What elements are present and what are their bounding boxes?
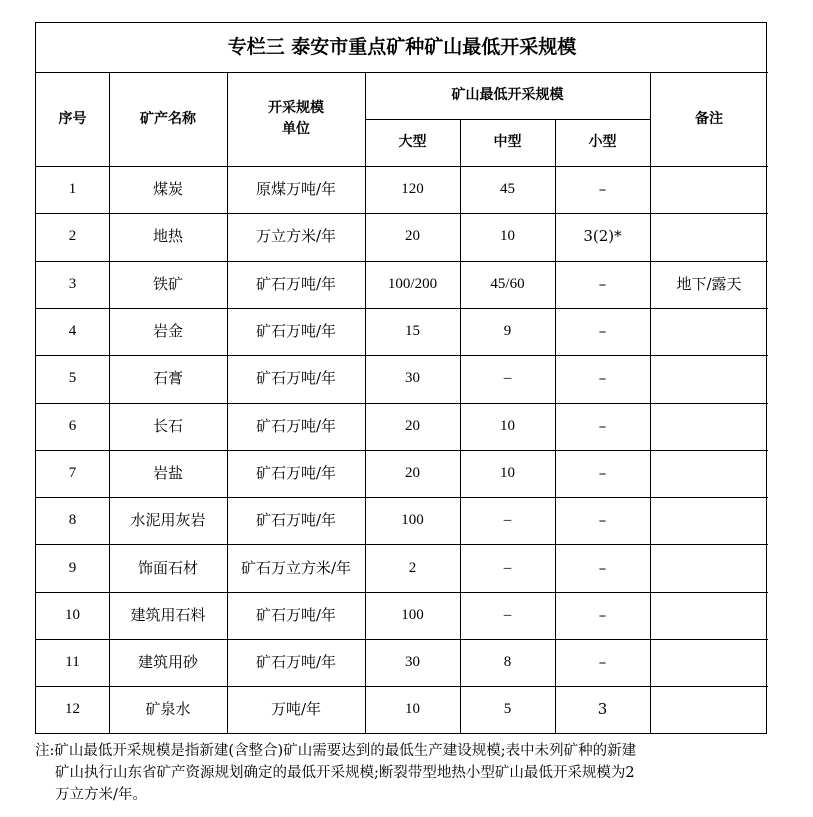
table-cell-remark: 地下/露天: [676, 274, 742, 293]
table-cell-small: –: [598, 511, 607, 530]
table-cell-medium: –: [503, 512, 512, 529]
column-divider: [365, 72, 366, 734]
table-cell-medium: 45/60: [490, 275, 525, 292]
table-cell-medium: 5: [503, 701, 512, 718]
table-cell-unit: 原煤万吨/年: [255, 180, 337, 199]
table-cell-no: 7: [68, 464, 77, 481]
note-line-1: 注:矿山最低开采规模是指新建(含整合)矿山需要达到的最低生产建设规模;表中未列矿种的新建: [35, 743, 637, 759]
note-line-2: 矿山执行山东省矿产资源规划确定的最低开采规模;断裂带型地热小型矿山最低开采规模为2: [55, 765, 635, 781]
table-cell-name: 地热: [152, 227, 183, 246]
header-remark: 备注: [695, 110, 723, 127]
table-cell-name: 岩金: [152, 322, 183, 341]
table-cell-medium: 10: [500, 228, 515, 245]
table-cell-small: –: [598, 274, 607, 293]
table-cell-small: –: [598, 463, 607, 482]
table-cell-unit: 万吨/年: [270, 700, 322, 719]
table-cell-large: 20: [405, 464, 420, 481]
table-cell-name: 水泥用灰岩: [130, 511, 206, 530]
table-cell-remark: [650, 497, 768, 544]
table-cell-unit: 矿石万吨/年: [255, 274, 337, 293]
table-cell-small: –: [598, 322, 607, 341]
table-cell-name: 矿泉水: [145, 700, 191, 719]
table-cell-large: 100: [401, 606, 424, 623]
table-cell-remark: [650, 544, 768, 591]
table-cell-name: 石膏: [152, 369, 183, 388]
column-divider: [109, 72, 110, 734]
table-cell-no: 3: [68, 275, 77, 292]
table-cell-large: 100: [401, 512, 424, 529]
table-cell-unit: 矿石万吨/年: [255, 605, 337, 624]
table-cell-unit: 矿石万吨/年: [255, 653, 337, 672]
column-divider: [460, 119, 461, 734]
table-note: [35, 740, 785, 806]
table-cell-no: 1: [68, 181, 77, 198]
table-cell-medium: 10: [500, 464, 515, 481]
table-cell-remark: [650, 450, 768, 497]
table-cell-unit: 矿石万立方米/年: [240, 558, 352, 577]
table-cell-name: 饰面石材: [137, 558, 198, 577]
table-cell-remark: [650, 639, 768, 686]
table-cell-large: 10: [405, 701, 420, 718]
table-cell-medium: –: [503, 370, 512, 387]
table-cell-unit: 矿石万吨/年: [255, 463, 337, 482]
column-divider: [555, 119, 556, 734]
table-cell-no: 4: [68, 323, 77, 340]
table-cell-medium: 8: [503, 654, 512, 671]
table-cell-no: 6: [68, 417, 77, 434]
table-cell-medium: –: [503, 606, 512, 623]
table-cell-remark: [650, 592, 768, 639]
header-mineral: 矿产名称: [140, 110, 196, 127]
column-divider: [227, 72, 228, 734]
header-seq: 序号: [58, 110, 87, 127]
table-cell-unit: 矿石万吨/年: [255, 416, 337, 435]
column-divider: [650, 72, 651, 734]
row-divider: [365, 119, 650, 120]
table-cell-unit: 矿石万吨/年: [255, 369, 337, 388]
table-cell-name: 岩盐: [152, 463, 183, 482]
table-cell-remark: [650, 686, 768, 733]
table-cell-large: 30: [405, 654, 420, 671]
table-cell-small: –: [598, 653, 607, 672]
table-cell-no: 5: [68, 370, 77, 387]
header-small: 小型: [588, 134, 617, 150]
table-title: 专栏三 泰安市重点矿种矿山最低开采规模: [227, 36, 577, 58]
table-cell-large: 100/200: [387, 275, 438, 292]
table-cell-no: 11: [65, 654, 80, 671]
table-cell-no: 12: [65, 701, 80, 718]
table-cell-remark: [650, 166, 768, 213]
table-cell-medium: 10: [500, 417, 515, 434]
table-cell-unit: 矿石万吨/年: [255, 322, 337, 341]
table-cell-small: –: [598, 416, 607, 435]
table-cell-name: 铁矿: [152, 274, 183, 293]
mine-scale-table: [35, 22, 767, 734]
header-min-scale: 矿山最低开采规模: [451, 87, 564, 103]
table-cell-medium: 9: [503, 323, 512, 340]
table-cell-large: 20: [405, 417, 420, 434]
table-cell-no: 2: [68, 228, 77, 245]
table-cell-large: 30: [405, 370, 420, 387]
table-cell-small: 3(2)*: [583, 227, 622, 246]
table-cell-name: 煤炭: [152, 180, 183, 199]
table-cell-small: 3: [597, 700, 608, 719]
table-cell-name: 建筑用砂: [137, 653, 198, 672]
table-cell-remark: [650, 355, 768, 402]
table-cell-name: 建筑用石料: [130, 605, 206, 624]
table-cell-large: 120: [401, 181, 424, 198]
table-cell-no: 10: [65, 606, 80, 623]
table-cell-remark: [650, 308, 768, 355]
table-cell-no: 8: [68, 512, 77, 529]
header-large: 大型: [398, 134, 427, 150]
table-cell-small: –: [598, 369, 607, 388]
table-cell-large: 15: [405, 323, 420, 340]
table-cell-unit: 矿石万吨/年: [255, 511, 337, 530]
header-unit: 开采规模 单位: [268, 100, 324, 137]
table-cell-small: –: [598, 558, 607, 577]
table-cell-remark: [650, 213, 768, 260]
note-line-3: 万立方米/年。: [55, 787, 147, 803]
table-cell-medium: 45: [500, 181, 515, 198]
table-cell-small: –: [598, 605, 607, 624]
table-cell-medium: –: [503, 559, 512, 576]
table-cell-name: 长石: [152, 416, 183, 435]
table-cell-unit: 万立方米/年: [255, 227, 337, 246]
table-cell-remark: [650, 403, 768, 450]
table-cell-small: –: [598, 180, 607, 199]
header-medium: 中型: [493, 134, 522, 150]
table-cell-large: 20: [405, 228, 420, 245]
table-cell-no: 9: [68, 559, 77, 576]
table-cell-large: 2: [408, 559, 417, 576]
